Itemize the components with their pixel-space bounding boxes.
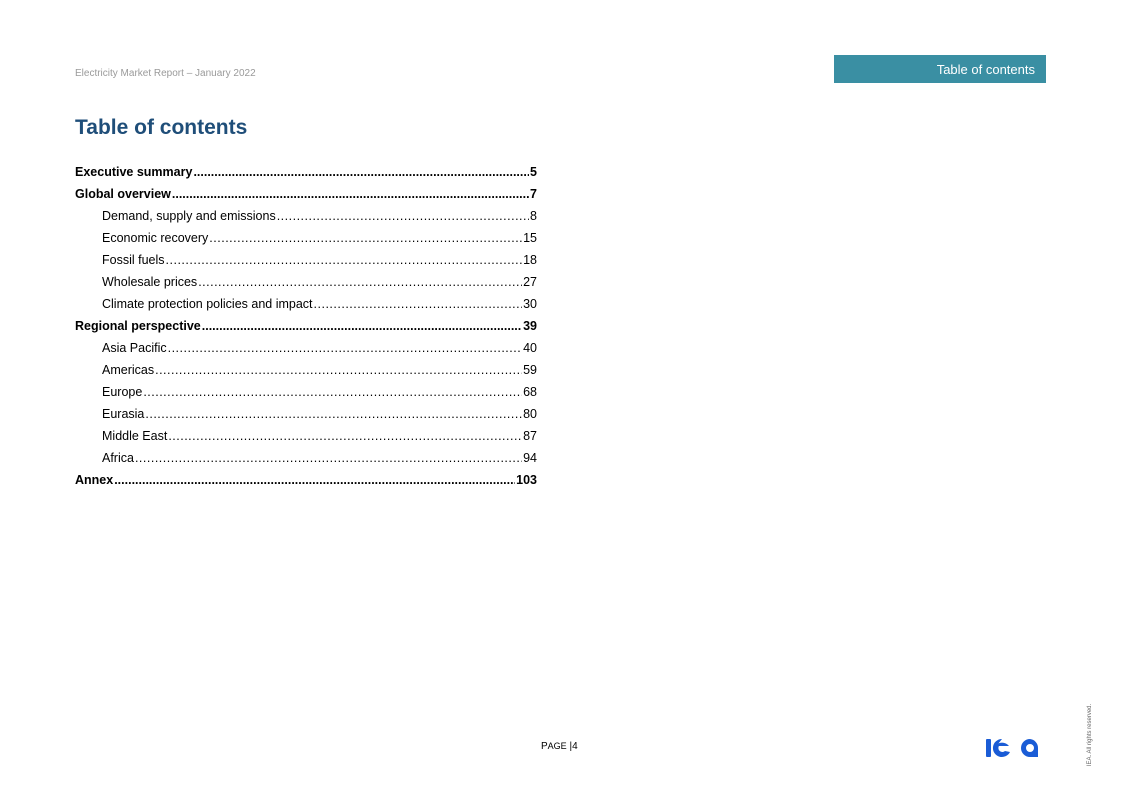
toc-entry-title: Americas	[102, 363, 155, 377]
toc-entry-title: Climate protection policies and impact	[102, 297, 313, 311]
toc-leader-dots	[155, 359, 522, 381]
toc-entry-page: 27	[523, 275, 537, 289]
toc-entry-title: Global overview	[75, 187, 171, 201]
toc-entry-page: 80	[523, 407, 537, 421]
toc-entry-page: 40	[523, 341, 537, 355]
toc-entry[interactable]	[75, 425, 537, 447]
toc-leader-dots	[202, 315, 522, 337]
toc-entry-title: Asia Pacific	[102, 341, 167, 355]
toc-leader-dots	[198, 271, 522, 293]
page-separator: |	[569, 741, 573, 752]
toc-entry[interactable]	[75, 227, 537, 249]
toc-entry[interactable]	[75, 183, 537, 205]
toc-leader-dots	[168, 337, 522, 359]
section-tab[interactable]	[834, 55, 1046, 83]
toc-entry-title: Regional perspective	[75, 319, 201, 333]
toc-entry-title: Fossil fuels	[102, 253, 165, 267]
toc-leader-dots	[145, 403, 522, 425]
page-label: PAGE	[541, 741, 567, 752]
toc-entry-title: Executive summary	[75, 165, 193, 179]
toc-entry-page: 87	[523, 429, 537, 443]
page-number	[541, 741, 578, 752]
toc-entry-title: Europe	[102, 385, 143, 399]
toc-entry[interactable]	[75, 403, 537, 425]
toc-entry-page: 59	[523, 363, 537, 377]
toc-entry-page: 15	[523, 231, 537, 245]
toc-entry-title: Wholesale prices	[102, 275, 198, 289]
toc-leader-dots	[277, 205, 529, 227]
toc-leader-dots	[172, 183, 529, 205]
toc-entry-title: Demand, supply and emissions	[102, 209, 276, 223]
toc-entry-page: 103	[516, 473, 537, 487]
page-title: Table of contents	[75, 116, 248, 139]
toc-entry[interactable]	[75, 381, 537, 403]
toc-leader-dots	[143, 381, 522, 403]
toc-entry[interactable]	[75, 447, 537, 469]
table-of-contents	[75, 161, 537, 491]
toc-entry-page: 5	[530, 165, 537, 179]
toc-entry-page: 68	[523, 385, 537, 399]
toc-entry-title: Middle East	[102, 429, 168, 443]
toc-leader-dots	[168, 425, 522, 447]
toc-entry-title: Eurasia	[102, 407, 145, 421]
document-title: Electricity Market Report – January 2022	[75, 68, 256, 79]
toc-leader-dots	[135, 447, 522, 469]
toc-leader-dots	[166, 249, 523, 271]
toc-entry-page: 94	[523, 451, 537, 465]
iea-logo	[985, 735, 1047, 761]
toc-entry-page: 7	[530, 187, 537, 201]
copyright-notice: IEA. All rights reserved.	[1087, 703, 1093, 767]
toc-entry-title: Economic recovery	[102, 231, 209, 245]
section-tab-label: Table of contents	[936, 61, 1035, 77]
toc-leader-dots	[209, 227, 522, 249]
toc-entry-title: Africa	[102, 451, 134, 465]
toc-leader-dots	[193, 161, 529, 183]
toc-entry-page: 39	[523, 319, 537, 333]
toc-entry-page: 8	[530, 209, 537, 223]
toc-entry[interactable]	[75, 337, 537, 359]
toc-entry[interactable]	[75, 315, 537, 337]
toc-entry-page: 30	[523, 297, 537, 311]
toc-entry[interactable]	[75, 359, 537, 381]
toc-entry-title: Annex	[75, 473, 114, 487]
toc-entry[interactable]	[75, 249, 537, 271]
toc-entry[interactable]	[75, 205, 537, 227]
toc-entry-page: 18	[523, 253, 537, 267]
toc-entry[interactable]	[75, 161, 537, 183]
toc-entry[interactable]	[75, 469, 537, 491]
page-number-value: 4	[572, 741, 578, 752]
toc-entry[interactable]	[75, 293, 537, 315]
toc-leader-dots	[114, 469, 515, 491]
toc-leader-dots	[314, 293, 523, 315]
toc-entry[interactable]	[75, 271, 537, 293]
